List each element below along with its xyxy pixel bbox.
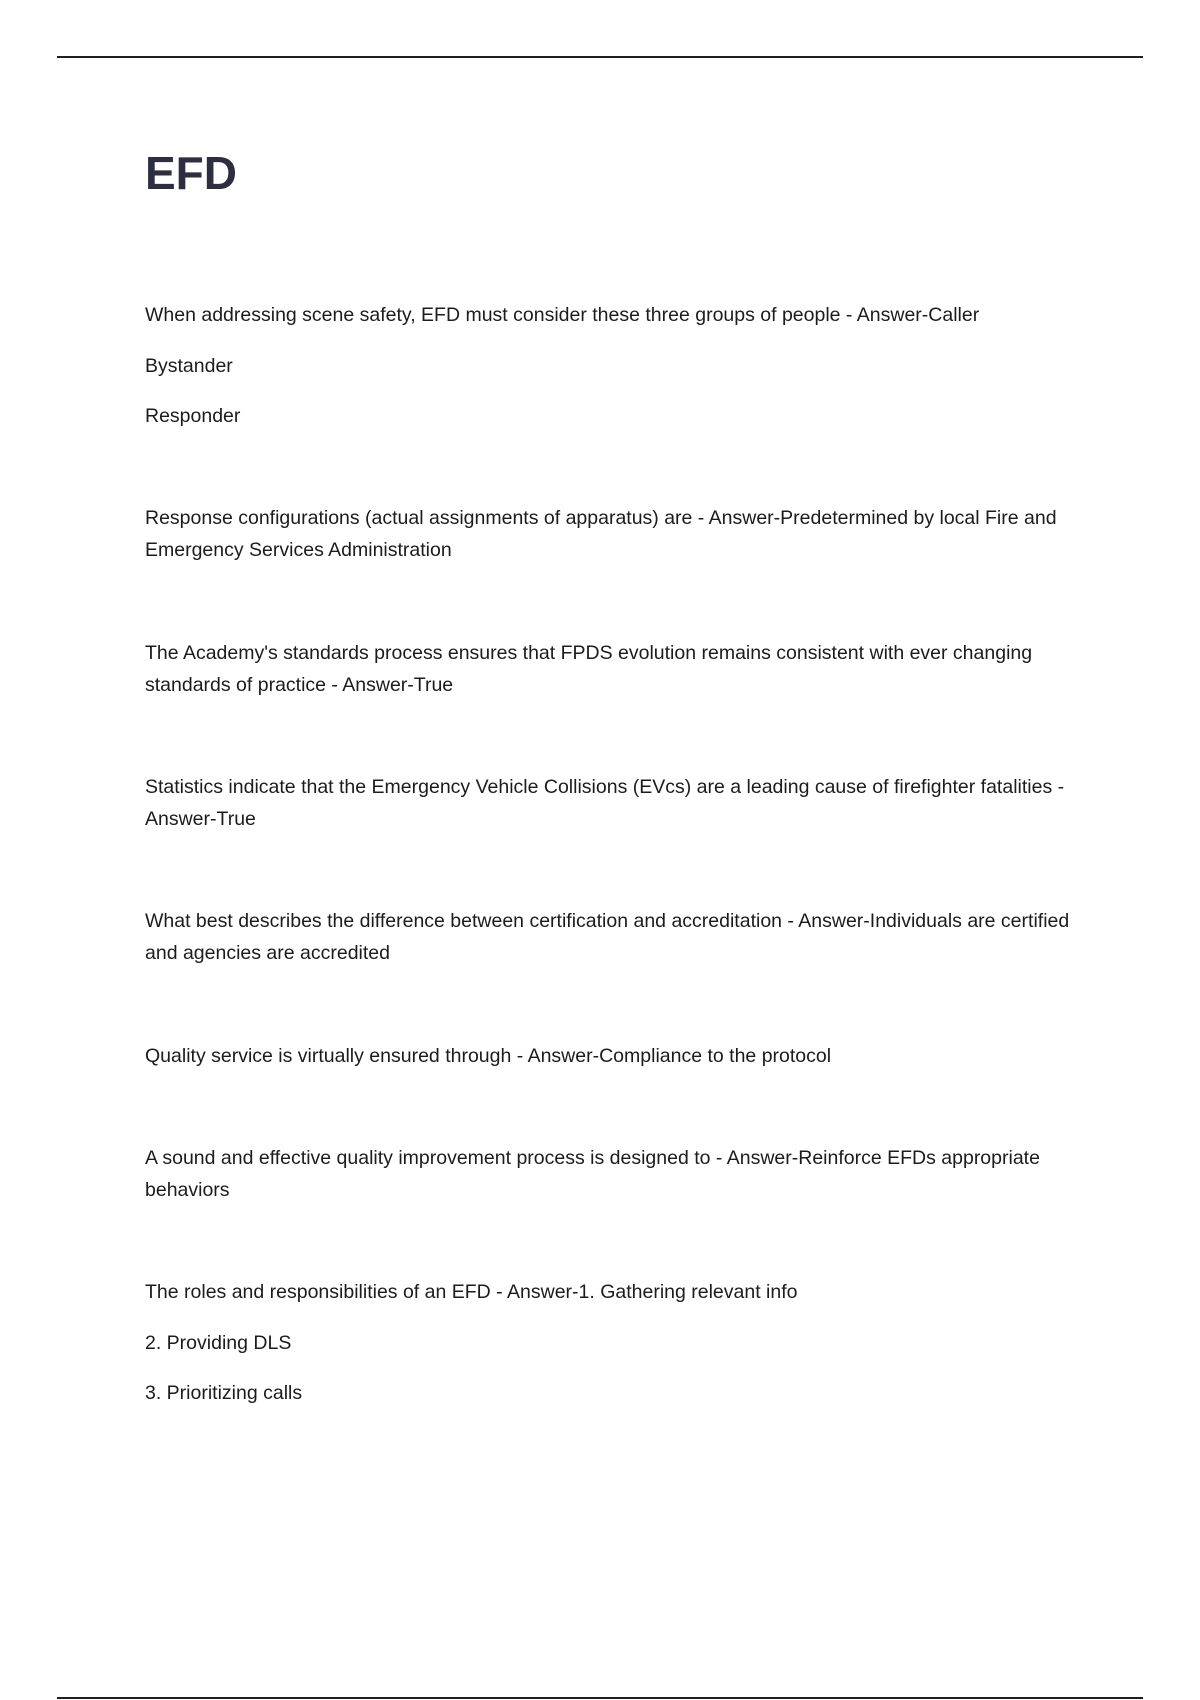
question-text: Response configurations (actual assignments of apparatus) are - Answer-Predetermined by local Fire and Emergency Services Administration bbox=[145, 507, 1057, 561]
footer-rule bbox=[57, 1697, 1143, 1699]
question-text: Quality service is virtually ensured through - Answer-Compliance to the protocol bbox=[145, 1045, 832, 1067]
question-item bbox=[145, 503, 1095, 566]
question-text: When addressing scene safety, EFD must consider these three groups of people - Answer-Caller bbox=[145, 304, 980, 326]
question-item bbox=[145, 638, 1095, 701]
question-item bbox=[145, 1143, 1095, 1206]
answer-line: Responder bbox=[145, 405, 241, 427]
question-text: Statistics indicate that the Emergency Vehicle Collisions (EVcs) are a leading cause of firefighter fatalities - Answer-True bbox=[145, 776, 1065, 830]
question-text: The Academy's standards process ensures that FPDS evolution remains consistent with ever changing standards of practice - Answer-True bbox=[145, 642, 1033, 696]
header-rule bbox=[57, 56, 1143, 58]
question-text: A sound and effective quality improvement process is designed to - Answer-Reinforce EFDs appropriate behaviors bbox=[145, 1147, 1040, 1201]
question-item bbox=[145, 1041, 1095, 1073]
question-item bbox=[145, 906, 1095, 969]
question-item bbox=[145, 1277, 1095, 1410]
question-text: What best describes the difference between certification and accreditation - Answer-Individuals are certified and agencies are accredited bbox=[145, 910, 1070, 964]
question-item bbox=[145, 300, 1095, 433]
answer-line: 3. Prioritizing calls bbox=[145, 1382, 303, 1404]
answer-line: Bystander bbox=[145, 354, 233, 377]
question-item bbox=[145, 772, 1095, 835]
question-text: The roles and responsibilities of an EFD - Answer-1. Gathering relevant info bbox=[145, 1281, 798, 1303]
document-title: EFD bbox=[145, 147, 237, 199]
answer-line: 2. Providing DLS bbox=[145, 1331, 292, 1354]
